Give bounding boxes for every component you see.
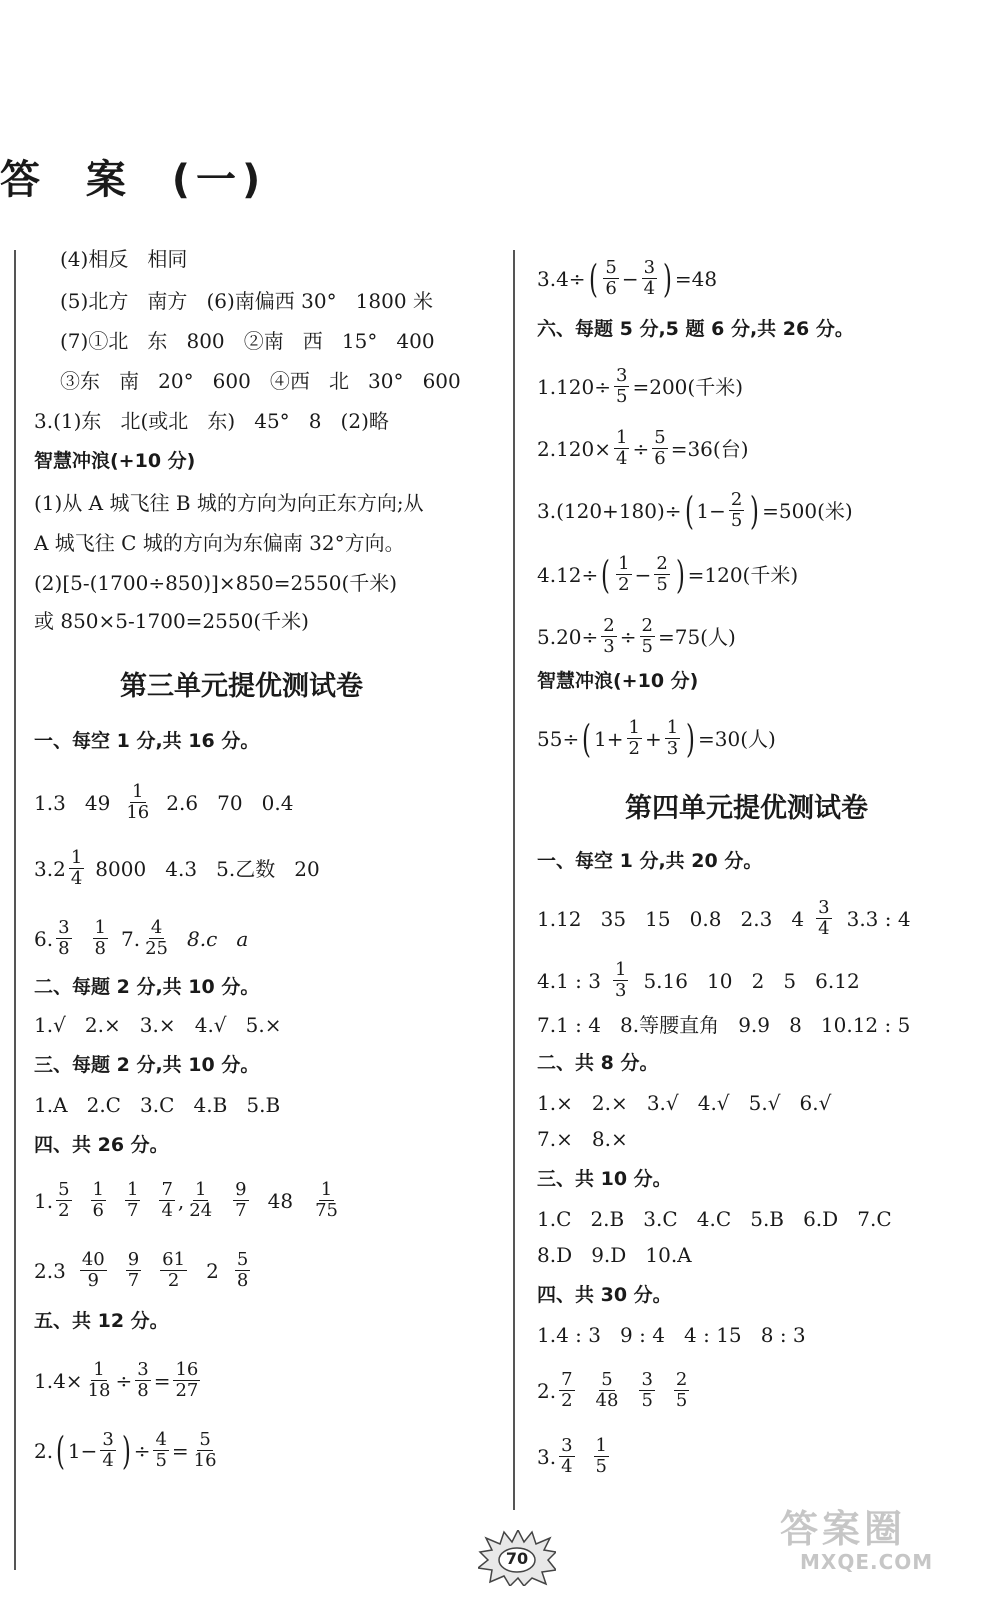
answer-line: 2. ( 1− $\frac{3}{4}$ ) ÷ $\frac{4}{5}$ = $\frac{5}{16}$ xyxy=(34,1428,217,1473)
fraction: $\frac{5}{48}$ xyxy=(595,1369,619,1411)
answer-line: 55÷ ( 1+ $\frac{1}{2}$ + $\frac{1}{3}$ ) =30(人) xyxy=(537,716,776,761)
fraction: $\frac{61}{2}$ xyxy=(162,1249,186,1291)
fraction: $\frac{7}{4}$ xyxy=(161,1179,173,1221)
fraction: $\frac{3}{8}$ xyxy=(137,1359,149,1401)
answer-line: 2. $\frac{7}{2}$ $\frac{5}{48}$ $\frac{3}{5}$ $\frac{2}{5}$ xyxy=(537,1369,688,1411)
fraction: $\frac{1}{4}$ xyxy=(70,847,83,889)
fraction: $\frac{3}{4}$ xyxy=(561,1435,573,1477)
column-rule-left xyxy=(14,250,16,1570)
fraction: $\frac{2}{5}$ xyxy=(641,615,653,657)
fraction: $\frac{5}{2}$ xyxy=(58,1179,70,1221)
fraction: $\frac{3}{4}$ xyxy=(818,897,830,939)
answer-line: 1.√ 2.× 3.× 4.√ 5.× xyxy=(34,1013,282,1037)
watermark-url: MXQE.COM xyxy=(800,1550,934,1574)
fraction: $\frac{5}{6}$ xyxy=(654,427,666,469)
fraction: $\frac{2}{5}$ xyxy=(730,489,743,531)
answer-line: 或 850×5-1700=2550(千米) xyxy=(34,609,309,633)
section-heading: 智慧冲浪(+10 分) xyxy=(34,450,196,472)
fraction: $\frac{2}{5}$ xyxy=(675,1369,688,1411)
column-rule-middle xyxy=(513,250,515,1510)
fraction: $\frac{1}{18}$ xyxy=(87,1359,111,1401)
watermark xyxy=(770,1498,970,1588)
section-heading: 智慧冲浪(+10 分) xyxy=(537,670,699,692)
fraction: $\frac{1}{3}$ xyxy=(666,717,679,759)
fraction: $\frac{5}{6}$ xyxy=(605,257,617,299)
answer-line: ③东 南 20° 600 ④西 北 30° 600 xyxy=(60,369,461,393)
section-heading: 二、共 8 分。 xyxy=(537,1052,659,1074)
unit-three-heading: 第三单元提优测试卷 xyxy=(120,671,363,702)
answer-line: 1.× 2.× 3.√ 4.√ 5.√ 6.√ xyxy=(537,1091,832,1115)
answer-line: 4.1 : 3 $\frac{1}{3}$ 5.16 10 2 5 6.12 xyxy=(537,959,860,1001)
page-number-badge xyxy=(478,1530,556,1586)
answer-line: (7)①北 东 800 ②南 西 15° 400 xyxy=(60,329,435,353)
unit-four-heading: 第四单元提优测试卷 xyxy=(625,793,868,824)
fraction: $\frac{1}{8}$ xyxy=(94,917,106,959)
section-heading: 五、共 12 分。 xyxy=(34,1310,169,1332)
section-heading: 六、每题 5 分,5 题 6 分,共 26 分。 xyxy=(537,318,854,340)
fraction: $\frac{3}{5}$ xyxy=(616,365,628,407)
fraction: $\frac{3}{8}$ xyxy=(58,917,70,959)
answer-line: 1. $\frac{5}{2}$ $\frac{1}{6}$ $\frac{1}{7}$ $\frac{7}{4}$ , $\frac{1}{24}$ $\frac{9}{7}$ 48 $\frac{1}{75}$ xyxy=(34,1179,338,1221)
answer-line: (4)相反 相同 xyxy=(60,247,188,271)
fraction: $\frac{5}{16}$ xyxy=(193,1429,217,1471)
fraction: $\frac{1}{16}$ xyxy=(126,781,150,823)
answer-line: 8.D 9.D 10.A xyxy=(537,1243,692,1267)
fraction: $\frac{4}{25}$ xyxy=(145,917,168,959)
answer-line: 5.20÷ $\frac{2}{3}$ ÷ $\frac{2}{5}$ =75(人) xyxy=(537,615,736,657)
page-title: 答 案 (一) xyxy=(0,157,267,203)
answer-line: 2.3 $\frac{40}{9}$ $\frac{9}{7}$ $\frac{61}{2}$ 2 $\frac{5}{8}$ xyxy=(34,1249,249,1291)
fraction: $\frac{1}{6}$ xyxy=(92,1179,104,1221)
answer-line: 3.2 $\frac{1}{4}$ 8000 4.3 5.乙数 20 xyxy=(34,847,320,889)
fraction: $\frac{1}{3}$ xyxy=(614,959,627,1001)
answer-line: 1.4× $\frac{1}{18}$ ÷ $\frac{3}{8}$ = $\frac{16}{27}$ xyxy=(34,1359,199,1401)
fraction: $\frac{1}{7}$ xyxy=(127,1179,139,1221)
fraction: $\frac{7}{2}$ xyxy=(561,1369,573,1411)
fraction: $\frac{1}{2}$ xyxy=(628,717,640,759)
answer-line: 4.12÷ ( $\frac{1}{2}$ − $\frac{2}{5}$ ) =120(千米) xyxy=(537,552,799,597)
fraction: $\frac{1}{24}$ xyxy=(189,1179,213,1221)
fraction: $\frac{2}{5}$ xyxy=(656,553,668,595)
section-heading: 三、共 10 分。 xyxy=(537,1168,672,1190)
answer-line: 1.C 2.B 3.C 4.C 5.B 6.D 7.C xyxy=(537,1207,892,1231)
section-heading: 四、共 30 分。 xyxy=(537,1284,672,1306)
fraction: $\frac{4}{5}$ xyxy=(155,1429,167,1471)
fraction: $\frac{3}{4}$ xyxy=(643,257,656,299)
section-heading: 一、每空 1 分,共 20 分。 xyxy=(537,850,763,872)
page-number: 70 xyxy=(505,1548,529,1568)
answer-line: 1.A 2.C 3.C 4.B 5.B xyxy=(34,1093,281,1117)
fraction: $\frac{9}{7}$ xyxy=(127,1249,140,1291)
answer-line: 1.120÷ $\frac{3}{5}$ =200(千米) xyxy=(537,365,744,407)
section-heading: 四、共 26 分。 xyxy=(34,1134,169,1156)
answer-line: 1.3 49 $\frac{1}{16}$ 2.6 70 0.4 xyxy=(34,781,294,823)
answer-line: 1.12 35 15 0.8 2.3 4 $\frac{3}{4}$ 3.3 : 4 xyxy=(537,897,911,939)
section-heading: 二、每题 2 分,共 10 分。 xyxy=(34,976,260,998)
answer-line: A 城飞往 C 城的方向为东偏南 32°方向。 xyxy=(34,531,405,555)
answer-line: 7.× 8.× xyxy=(537,1127,628,1151)
fraction: $\frac{5}{8}$ xyxy=(236,1249,249,1291)
fraction: $\frac{16}{27}$ xyxy=(175,1359,199,1401)
answer-line: 3.(1)东 北(或北 东) 45° 8 (2)略 xyxy=(34,409,389,433)
answer-line: 1.4 : 3 9 : 4 4 : 15 8 : 3 xyxy=(537,1323,806,1347)
answer-line: 3. $\frac{3}{4}$ $\frac{1}{5}$ xyxy=(537,1435,607,1477)
answer-line: (1)从 A 城飞往 B 城的方向为向正东方向;从 xyxy=(34,491,424,515)
answer-line: 3.4÷ ( $\frac{5}{6}$ − $\frac{3}{4}$ ) =48 xyxy=(537,256,718,301)
fraction: $\frac{3}{4}$ xyxy=(102,1429,114,1471)
answer-line: 7.1 : 4 8.等腰直角 9.9 8 10.12 : 5 xyxy=(537,1013,911,1037)
section-heading: 三、每题 2 分,共 10 分。 xyxy=(34,1054,260,1076)
fraction: $\frac{2}{3}$ xyxy=(603,615,615,657)
fraction: $\frac{3}{5}$ xyxy=(641,1369,653,1411)
answer-line: 3.(120+180)÷ ( 1− $\frac{2}{5}$ ) =500(米) xyxy=(537,488,853,533)
fraction: $\frac{1}{4}$ xyxy=(616,427,628,469)
answer-line: 2.120× $\frac{1}{4}$ ÷ $\frac{5}{6}$ =36(台) xyxy=(537,427,749,469)
fraction: $\frac{40}{9}$ xyxy=(81,1249,105,1291)
fraction: $\frac{1}{5}$ xyxy=(595,1435,607,1477)
watermark-logo-text: 答案圈 xyxy=(780,1507,907,1551)
answer-line: (2)[5-(1700÷850)]×850=2550(千米) xyxy=(34,571,398,595)
section-heading: 一、每空 1 分,共 16 分。 xyxy=(34,730,260,752)
answer-line: 6. $\frac{3}{8}$ $\frac{1}{8}$ 7. $\frac{4}{25}$ 8.c a xyxy=(34,917,249,959)
fraction: $\frac{1}{2}$ xyxy=(618,553,630,595)
answer-line: (5)北方 南方 (6)南偏西 30° 1800 米 xyxy=(60,289,433,313)
fraction: $\frac{9}{7}$ xyxy=(235,1179,247,1221)
fraction: $\frac{1}{75}$ xyxy=(315,1179,338,1221)
